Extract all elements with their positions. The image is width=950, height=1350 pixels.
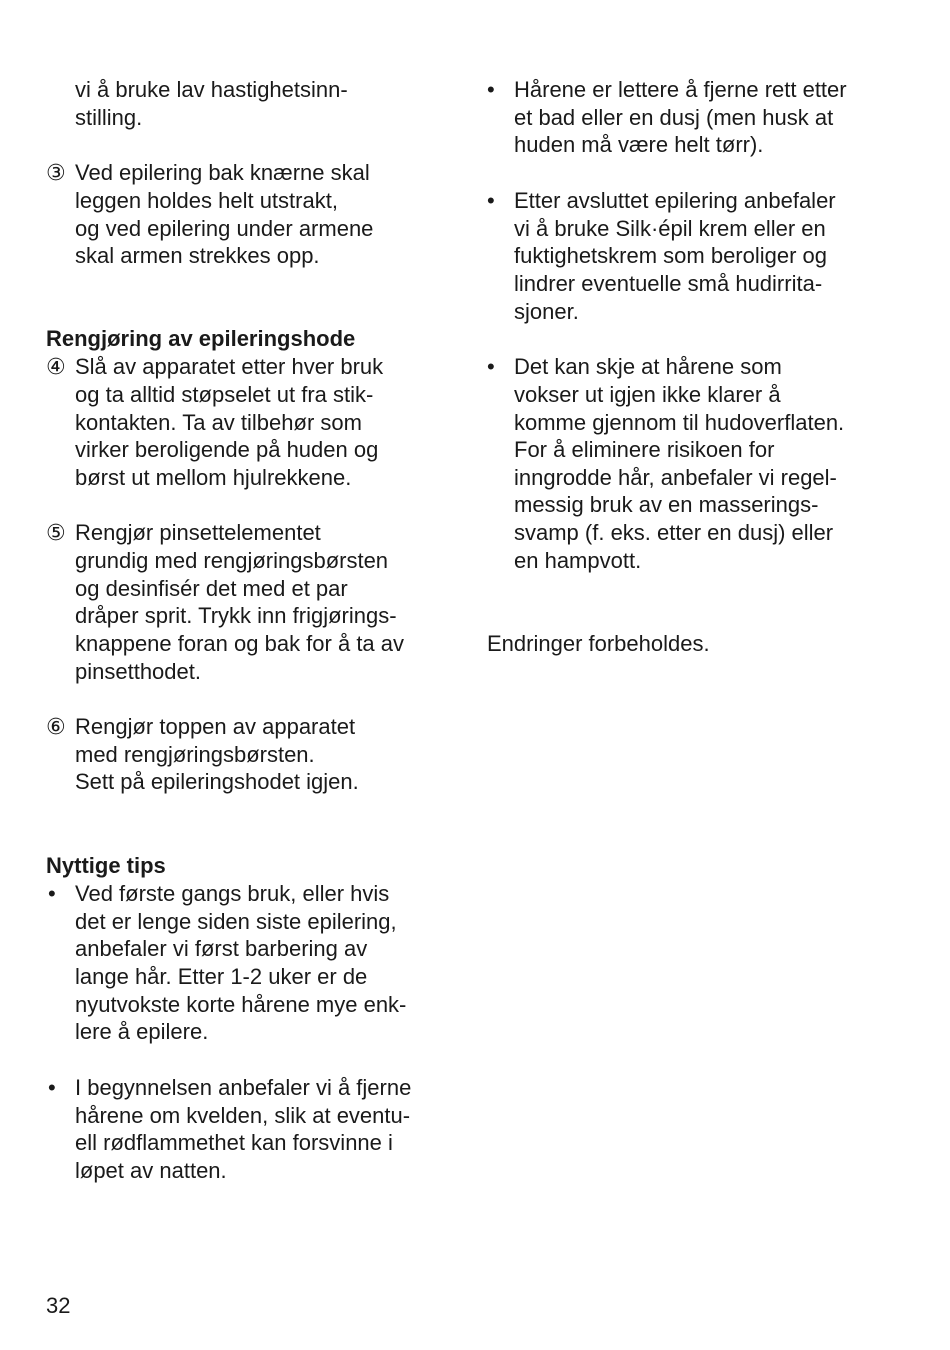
bullet-icon: • <box>487 188 495 213</box>
tip-5-line: messig bruk av en masserings- <box>514 492 819 517</box>
step-6-line: med rengjøringsbørsten. <box>75 742 315 767</box>
tip-3-line: Hårene er lettere å fjerne rett etter <box>514 77 847 102</box>
step-6-line: Sett på epileringshodet igjen. <box>75 769 359 794</box>
tip-5-line: en hampvott. <box>514 548 642 573</box>
tip-1-line: anbefaler vi først barbering av <box>75 936 368 961</box>
tip-1-line: Ved første gangs bruk, eller hvis <box>75 881 390 906</box>
step-5-line: og desinfisér det med et par <box>75 576 348 601</box>
disclaimer: Endringer forbeholdes. <box>487 631 710 656</box>
tip-5-line: Det kan skje at hårene som <box>514 354 782 379</box>
step-5-line: pinsetthodet. <box>75 659 201 684</box>
tip-5-line: svamp (f. eks. etter en dusj) eller <box>514 520 834 545</box>
bullet-icon: • <box>48 1075 56 1100</box>
step-3-line: og ved epilering under armene <box>75 216 374 241</box>
step-6-marker: ⑥ <box>46 714 66 739</box>
tips-heading: Nyttige tips <box>46 853 166 878</box>
step-5-line: dråper sprit. Trykk inn frigjørings- <box>75 603 397 628</box>
step-4-line: kontakten. Ta av tilbehør som <box>75 410 362 435</box>
tip-1-line: lange hår. Etter 1-2 uker er de <box>75 964 368 989</box>
step-5-line: knappene foran og bak for å ta av <box>75 631 405 656</box>
tip-2-line: I begynnelsen anbefaler vi å fjerne <box>75 1075 412 1100</box>
step-3-line: leggen holdes helt utstrakt, <box>75 188 338 213</box>
tip-1-line: nyutvokste korte hårene mye enk- <box>75 992 407 1017</box>
step-5-line: Rengjør pinsettelementet <box>75 520 321 545</box>
tip-2-line: løpet av natten. <box>75 1158 227 1183</box>
intro-line: vi å bruke lav hastighetsinn- <box>75 77 348 102</box>
step-5-marker: ⑤ <box>46 520 66 545</box>
tip-2-line: ell rødflammethet kan forsvinne i <box>75 1130 393 1155</box>
tip-2-line: hårene om kvelden, slik at eventu- <box>75 1103 411 1128</box>
tip-4-line: fuktighetskrem som beroliger og <box>514 243 828 268</box>
tip-4-line: vi å bruke Silk·épil krem eller en <box>514 216 826 241</box>
tip-4-line: sjoner. <box>514 299 579 324</box>
bullet-icon: • <box>487 77 495 102</box>
step-4-marker: ④ <box>46 354 66 379</box>
tip-5-line: komme gjennom til hudoverflaten. <box>514 410 845 435</box>
step-3-line: Ved epilering bak knærne skal <box>75 160 370 185</box>
intro-line: stilling. <box>75 105 143 130</box>
tip-5-line: inngrodde hår, anbefaler vi regel- <box>514 465 837 490</box>
step-3-line: skal armen strekkes opp. <box>75 243 320 268</box>
tip-3-line: huden må være helt tørr). <box>514 132 764 157</box>
tip-4-line: lindrer eventuelle små hudirrita- <box>514 271 823 296</box>
tip-1-line: det er lenge siden siste epilering, <box>75 909 397 934</box>
step-5-line: grundig med rengjøringsbørsten <box>75 548 389 573</box>
step-4-line: og ta alltid støpselet ut fra stik- <box>75 382 374 407</box>
tip-5-line: vokser ut igjen ikke klarer å <box>514 382 781 407</box>
bullet-icon: • <box>487 354 495 379</box>
tip-1-line: lere å epilere. <box>75 1019 209 1044</box>
step-4-line: virker beroligende på huden og <box>75 437 379 462</box>
page-number: 32 <box>46 1293 71 1318</box>
tip-3-line: et bad eller en dusj (men husk at <box>514 105 834 130</box>
bullet-icon: • <box>48 881 56 906</box>
tip-4-line: Etter avsluttet epilering anbefaler <box>514 188 836 213</box>
step-3-marker: ③ <box>46 160 66 185</box>
step-4-line: børst ut mellom hjulrekkene. <box>75 465 352 490</box>
cleaning-heading: Rengjøring av epileringshode <box>46 326 356 351</box>
step-4-line: Slå av apparatet etter hver bruk <box>75 354 384 379</box>
step-6-line: Rengjør toppen av apparatet <box>75 714 356 739</box>
tip-5-line: For å eliminere risikoen for <box>514 437 775 462</box>
